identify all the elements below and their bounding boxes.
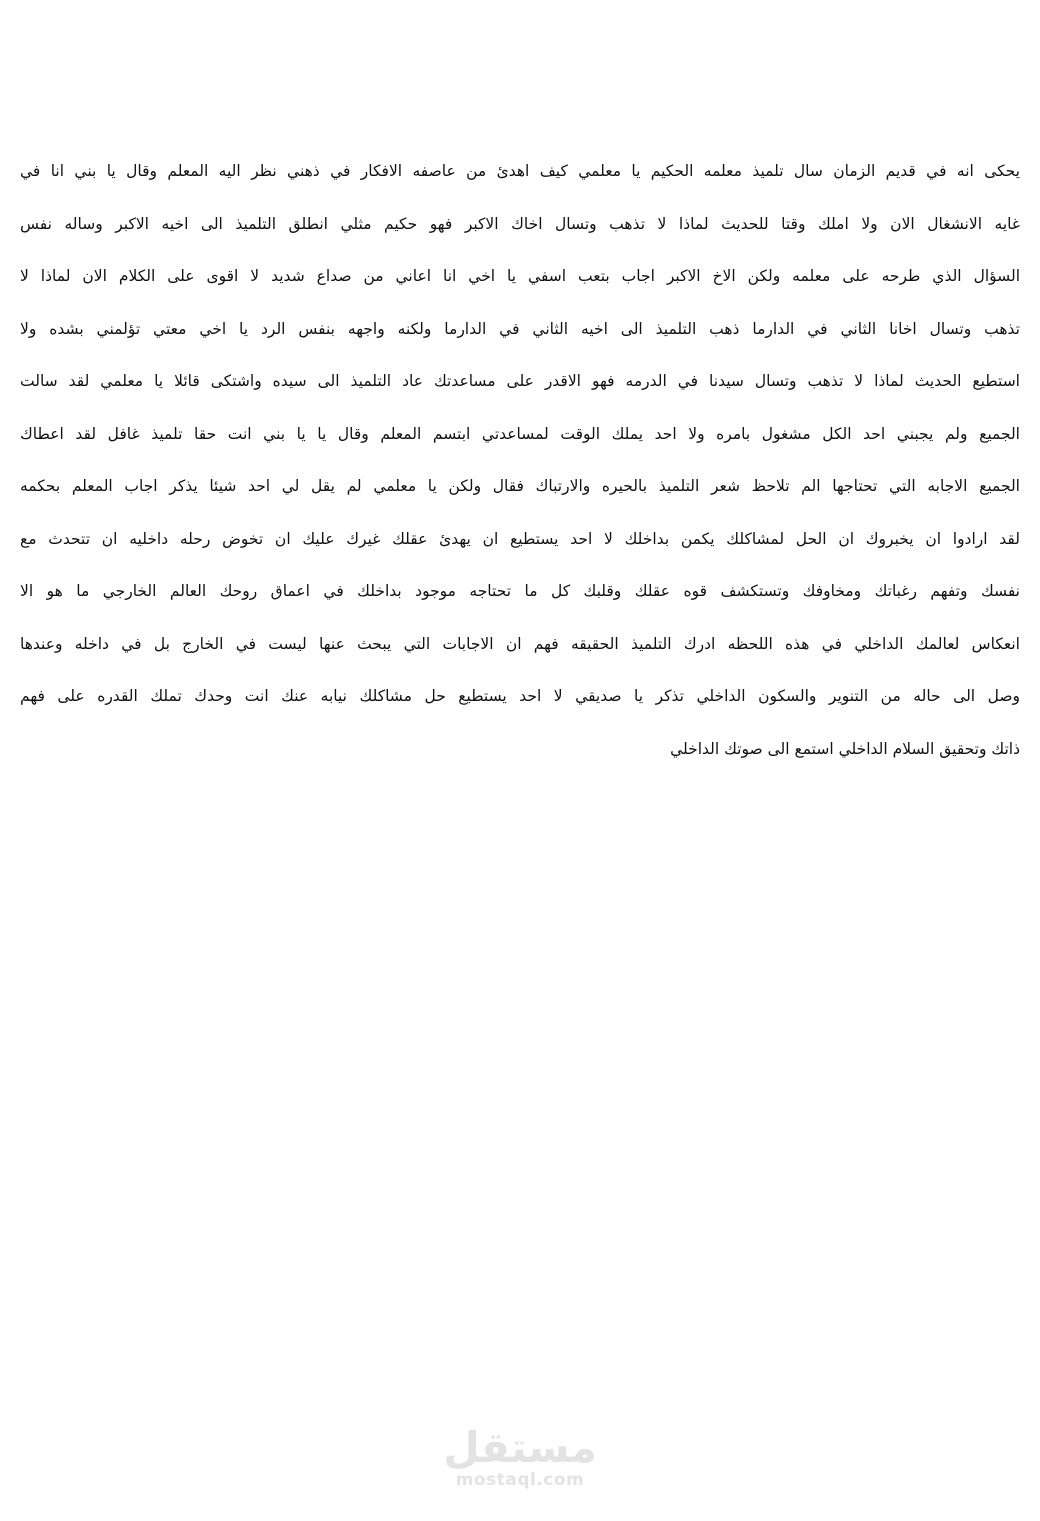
story-line-8: لقد ارادوا ان يخبروك ان الحل لمشاكلك يكمن بداخلك لا احد يستطيع ان يهدئ عقلك غيرك عليك ان تخوض رحله داخليه ان تتحدث مع bbox=[20, 529, 1020, 548]
story-line-10: انعكاس لعالمك الداخلي في هذه اللحظه ادرك التلميذ الحقيقه فهم ان الاجابات التي يبحث عنها ليست في الخارج بل في داخله وعندها bbox=[20, 634, 1020, 653]
story-line-1: يحكى انه في قديم الزمان سال تلميذ معلمه الحكيم يا معلمي كيف اهدئ من عاصفه الافكار في ذهني نظر اليه المعلم وقال يا بني انا في bbox=[20, 162, 1020, 180]
story-line-3: السؤال الذي طرحه على معلمه ولكن الاخ الاكبر اجاب بتعب اسفي يا اخي انا اعاني من صداع شديد لا اقوى على الكلام الان لماذا لا bbox=[20, 267, 1020, 285]
story-line-9: نفسك وتفهم رغباتك ومخاوفك وتستكشف قوه عقلك وقلبك كل ما تحتاجه موجود بداخلك في اعماق روحك العالم الخارجي ما هو الا bbox=[20, 582, 1020, 600]
watermark-logo: مستقل bbox=[443, 1423, 597, 1472]
story-line-11: وصل الى حاله من التنوير والسكون الداخلي تذكر يا صديقي لا احد يستطيع حل مشاكلك نيابه عنك انت وحدك تملك القدره على فهم bbox=[20, 687, 1020, 705]
story-line-2: غايه الانشغال الان ولا املك وقتا للحديث لماذا لا تذهب وتسال اخاك الاكبر فهو حكيم مثلي انطلق التلميذ الى اخيه الاكبر وساله نفس bbox=[20, 214, 1020, 233]
story-line-12: ذاتك وتحقيق السلام الداخلي استمع الى صوتك الداخلي bbox=[670, 739, 1020, 758]
story-line-7: الجميع الاجابه التي تحتاجها الم تلاحظ شعر التلميذ بالحيره والارتباك فقال ولكن يا معلمي لم يقل لي احد شيئا يذكر اجاب المعلم بحكمه bbox=[20, 477, 1020, 495]
story-line-6: الجميع ولم يجبني احد الكل مشغول بامره ولا احد يملك الوقت لمساعدتي ابتسم المعلم وقال يا يا بني انت حقا تلميذ غافل لقد اعطاك bbox=[20, 424, 1020, 443]
story-line-4: تذهب وتسال اخانا الثاني في الدارما ذهب التلميذ الى اخيه الثاني في الدارما ولكنه واجهه بنفس الرد يا اخي معتي تؤلمني بشده ولا bbox=[20, 319, 1020, 338]
watermark-url: mostaql.com bbox=[455, 1470, 585, 1490]
story-paragraph bbox=[20, 150, 1020, 780]
mostaql-watermark bbox=[440, 1423, 600, 1490]
story-line-5: استطيع الحديث لماذا لا تذهب وتسال سيدنا في الدرمه فهو الاقدر على مساعدتك عاد التلميذ الى سيده واشتكى قائلا يا معلمي لقد سالت bbox=[20, 372, 1020, 390]
